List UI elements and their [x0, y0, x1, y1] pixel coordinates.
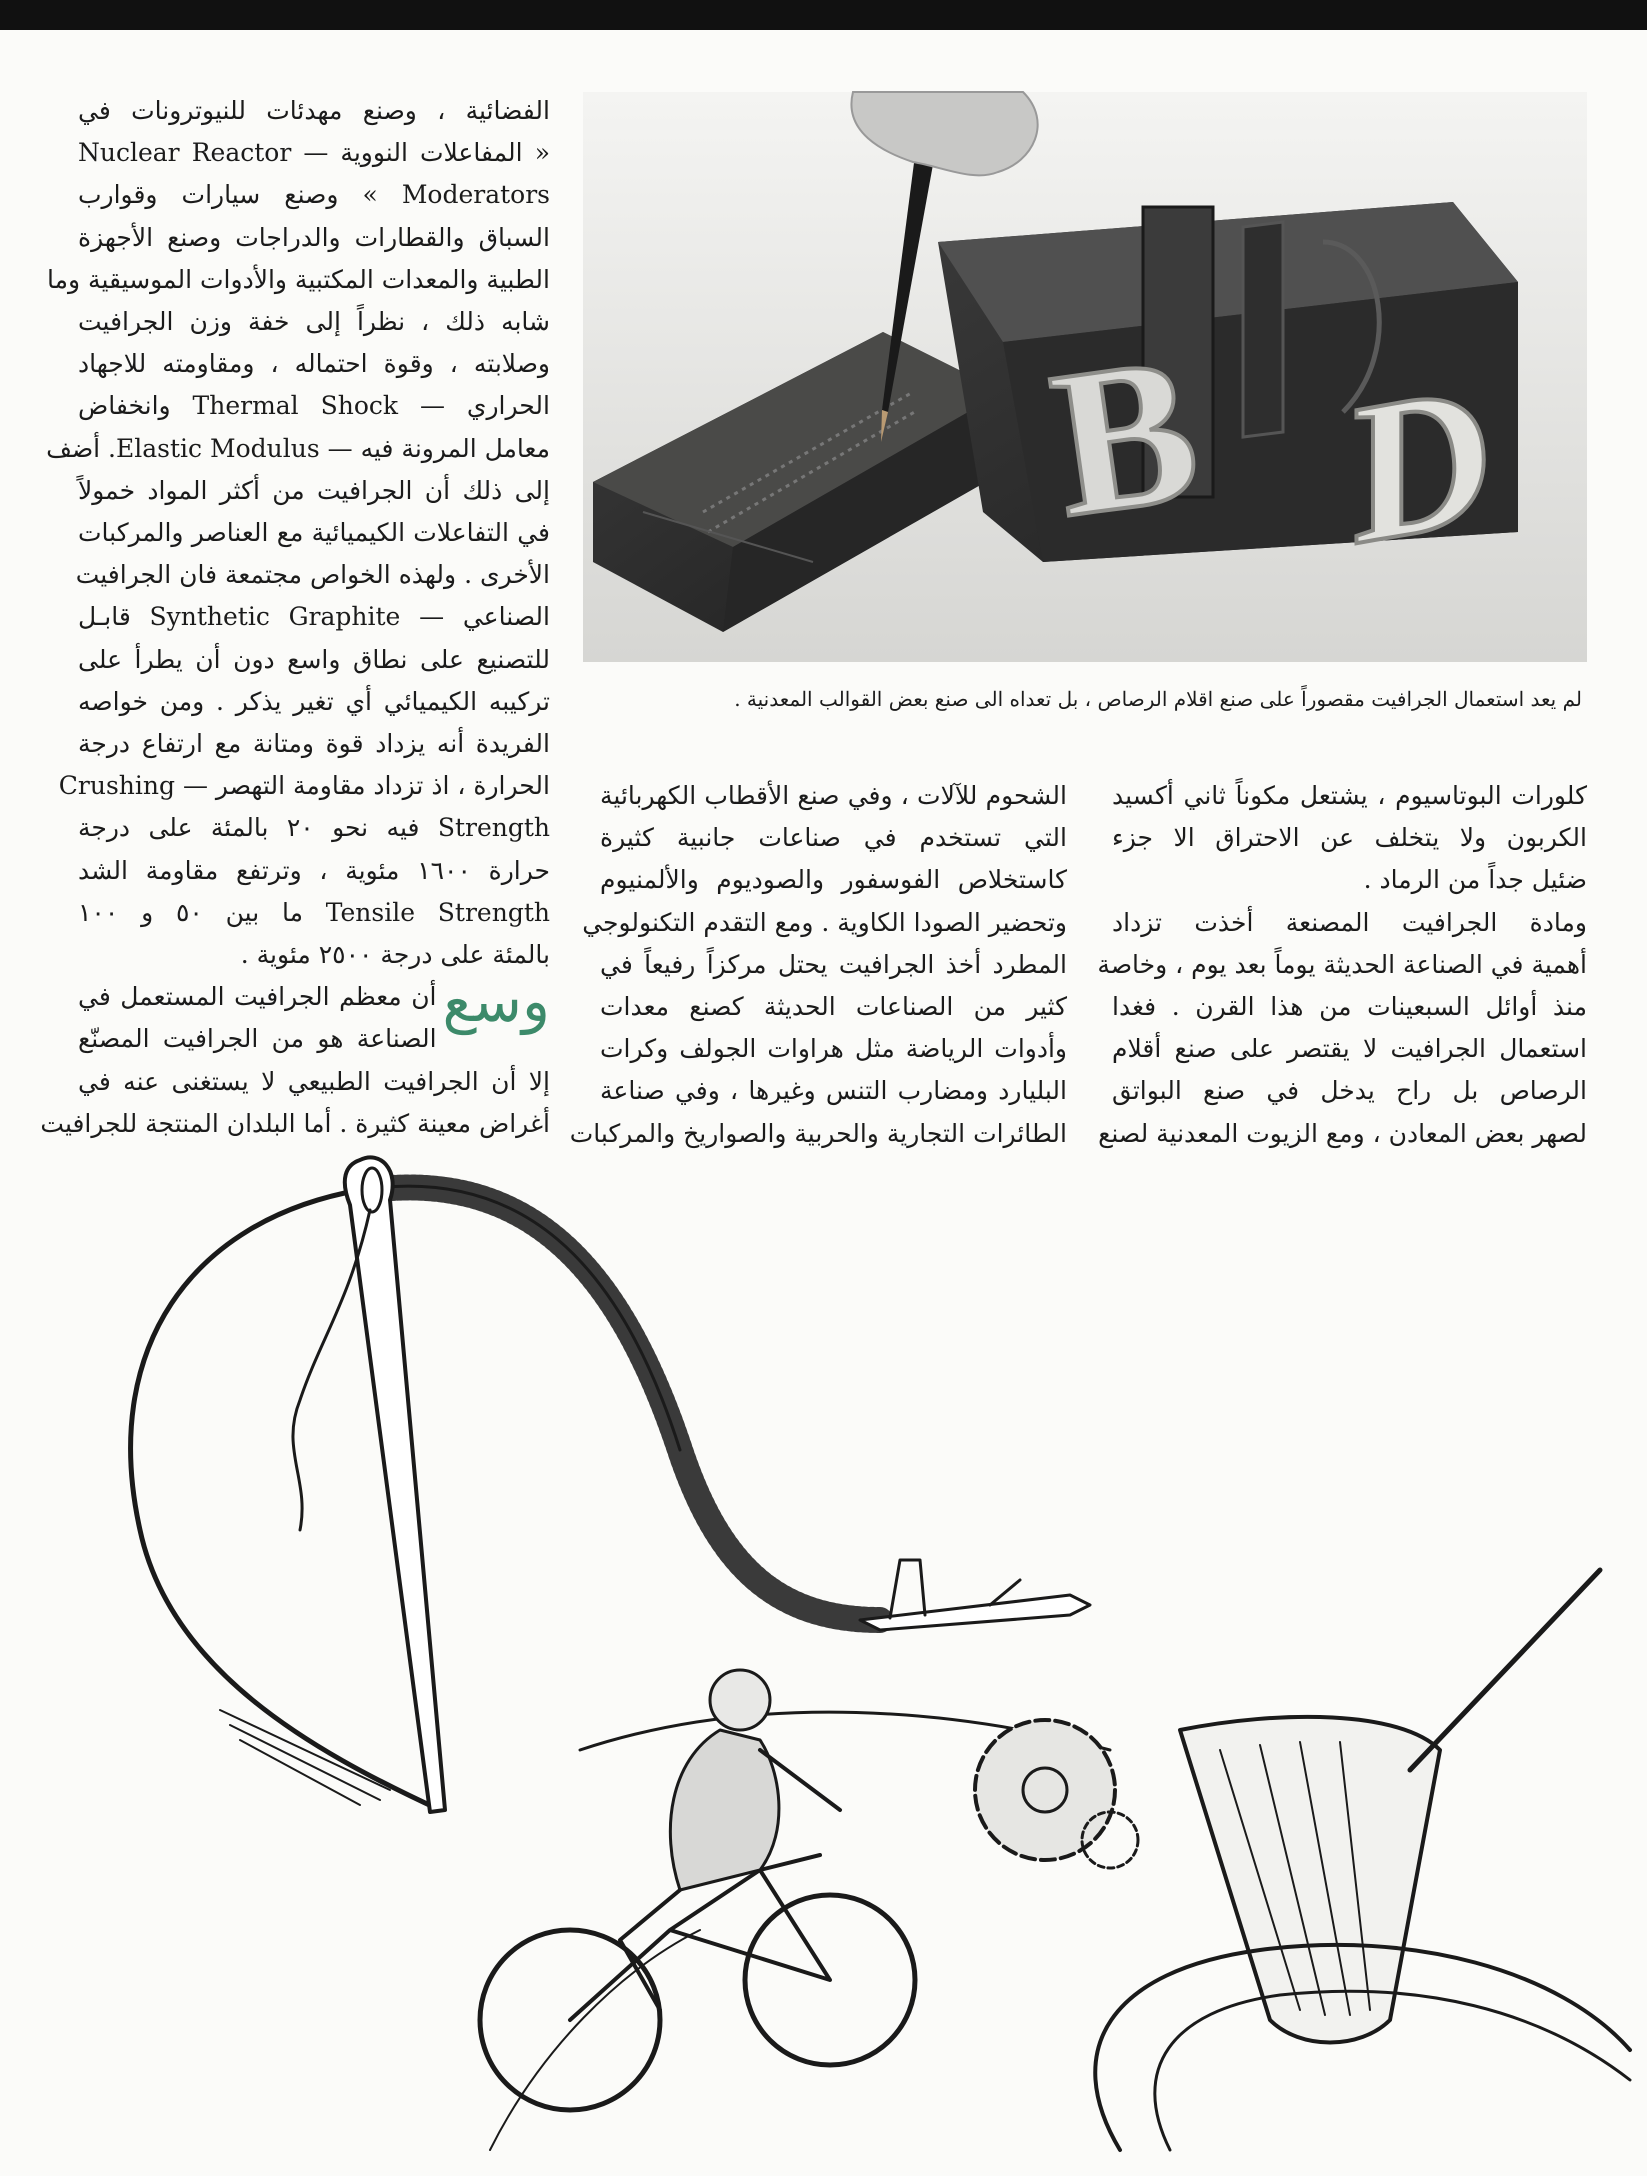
text-line: وتحضير الصودا الكاوية . ومع التقدم التكنولوجي [582, 907, 1067, 937]
text-line: Strength فيه نحو ٢٠ بالمئة على درجة [78, 813, 550, 843]
text-line: أغراض معينة كثيرة . أما البلدان المنتجة للجرافيت [40, 1108, 550, 1138]
needle-icon [293, 1157, 445, 1812]
text-line: للتصنيع على نطاق واسع دون أن يطرأ على [78, 644, 550, 674]
text-line: إلا أن الجرافيت الطبيعي لا يستغنى عنه في [78, 1066, 550, 1096]
text-line: « المفاعلات النووية — Nuclear Reactor [78, 138, 550, 168]
golf-club-icon [1180, 1570, 1600, 2043]
text-line: إلى ذلك أن الجرافيت من أكثر المواد خمولاً [78, 475, 550, 505]
text-column-right [1097, 775, 1587, 1155]
text-line: شابه ذلك ، نظراً إلى خفة وزن الجرافيت [78, 307, 550, 337]
text-line: المطرد أخذ الجرافيت يحتل مركزاً رفيعاً في [600, 949, 1067, 979]
text-line: التي تستخدم في صناعات جانبية كثيرة [600, 823, 1067, 853]
paragraph-2 [40, 967, 550, 1145]
metal-letter-b: B [1039, 312, 1211, 562]
text-line: الأخرى . ولهذه الخواص مجتمعة فان الجرافيت [75, 560, 550, 590]
metal-letter-d: D [1327, 343, 1508, 587]
text-line: منذ أوائل السبعينات من هذا القرن . فغدا [1112, 992, 1587, 1022]
text-line: كلورات البوتاسيوم ، يشتعل مكوناً ثاني أكسيد [1112, 781, 1587, 810]
text-line: كاستخلاص الفوسفور والصوديوم والألمنيوم [600, 865, 1067, 895]
text-line: الرصاص بل راح يدخل في صنع البواتق [1112, 1076, 1587, 1106]
drop-cap: وسع [442, 967, 550, 1036]
text-line: الطبية والمعدات المكتبية والأدوات الموسيقية وما [47, 264, 550, 294]
text-line: ومادة الجرافيت المصنعة أخذت تزداد [1112, 907, 1587, 937]
text-line: أن معظم الجرافيت المستعمل في [78, 982, 437, 1012]
text-line: في التفاعلات الكيميائية مع العناصر والمركبات [78, 518, 550, 548]
text-line: وأدوات الرياضة مثل هراوات الجولف وكرات [600, 1034, 1067, 1064]
gear-icon [975, 1720, 1138, 1868]
text-line: الحراري — Thermal Shock وانخفاض [78, 391, 550, 421]
text-line: البليارد ومضارب التنس وغيرها ، وفي صناعة [600, 1076, 1067, 1106]
text-line: الحرارة ، اذ تزداد مقاومة التهصر — Crushing [58, 771, 550, 801]
text-line: الكربون ولا يتخلف عن الاحتراق الا جزء [1112, 823, 1587, 853]
text-column-middle [569, 775, 1067, 1155]
top-bar [0, 0, 1647, 30]
photo-caption: لم يعد استعمال الجرافيت مقصوراً على صنع اقلام الرصاص ، بل تعداه الى صنع بعض القوالب المعدنية . [734, 687, 1582, 711]
text-line: بالمئة على درجة ٢٥٠٠ مئوية . [240, 940, 550, 970]
text-column-left [40, 90, 551, 1145]
illustration-graphite-uses [60, 1150, 1640, 2170]
photo-graphite-molds [583, 92, 1587, 662]
text-line: كثير من الصناعات الحديثة كصنع معدات [600, 992, 1067, 1022]
cyclist-icon [480, 1670, 915, 2110]
text-line: وصلابته ، وقوة احتماله ، ومقاومته للاجهاد [78, 349, 550, 379]
text-line: ضئيل جداً من الرماد . [1363, 865, 1587, 895]
text-line: Moderators » وصنع سيارات وقوارب [78, 180, 550, 210]
text-line: الفريدة أنه يزداد قوة ومتانة مع ارتفاع درجة [78, 729, 550, 759]
text-line: حرارة ١٦٠٠ مئوية ، وترتفع مقاومة الشد [78, 855, 551, 885]
text-line: تركيبه الكيميائي أي تغير يذكر . ومن خواصه [78, 686, 550, 716]
text-line: لصهر بعض المعادن ، ومع الزيوت المعدنية لصنع [1098, 1118, 1587, 1148]
text-line: معامل المرونة فيه — Elastic Modulus. أضف [46, 433, 550, 463]
text-line: الفضائية ، وصنع مهدئات للنيوترونات في [78, 96, 550, 125]
text-line: الشحوم للآلات ، وفي صنع الأقطاب الكهربائية [600, 781, 1067, 810]
text-line: الصناعة هو من الجرافيت المصنّع [78, 1024, 437, 1054]
text-line: الصناعي — Synthetic Graphite قابـل [78, 602, 550, 632]
text-line: أهمية في الصناعة الحديثة يوماً بعد يوم ، وخاصة [1097, 949, 1587, 979]
text-line: Tensile Strength ما بين ٥٠ و ١٠٠ [78, 897, 550, 927]
text-line: السباق والقطارات والدراجات وصنع الأجهزة [78, 222, 550, 252]
text-line: الطائرات التجارية والحربية والصواريخ والمركبات [569, 1118, 1067, 1148]
text-line: استعمال الجرافيت لا يقتصر على صنع أقلام [1112, 1034, 1587, 1064]
airplane-icon [860, 1560, 1090, 1630]
